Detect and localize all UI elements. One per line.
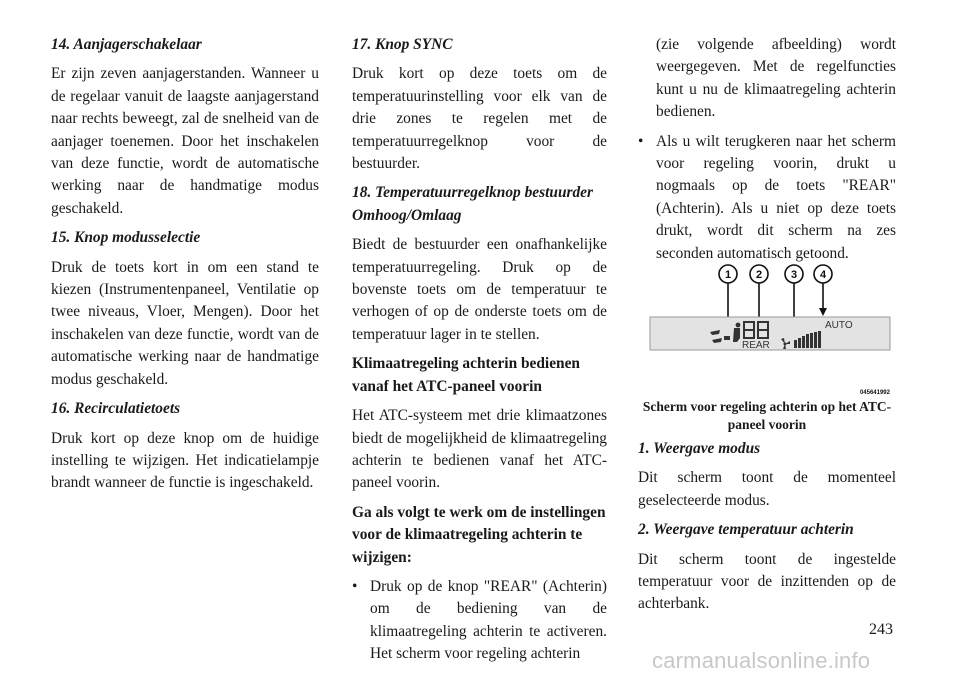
heading-14: 14. Aanjagerschakelaar (51, 36, 202, 53)
paragraph-14: Er zijn zeven aanjagerstanden. Wanneer u de regelaar vanuit de laagste aanjagerstand naar rechts beweegt, zal de snelheid van de aanjager toenemen. Door het inschakelen van deze functie, wordt de automatische werking naar de handmatige modus geschakeld. (51, 65, 319, 217)
paragraph-rear-from-front: Het ATC-systeem met drie klimaatzones biedt de mogelijkheid de klimaatregeling achterin te bedienen vanaf het ATC-paneel voorin. (352, 407, 607, 492)
bullet-icon: • (352, 577, 358, 595)
figure-caption: Scherm voor regeling achterin op het ATC-paneel voorin (642, 399, 892, 432)
paragraph-mode-display: Dit scherm toont de momenteel geselecteerde modus. (638, 469, 896, 509)
paragraph-rear-temp-display: Dit scherm toont de ingestelde temperatuur voor de inzittenden op de achterbank. (638, 550, 896, 613)
callout-2-label: 2 (755, 269, 763, 281)
column-right-lower (638, 438, 896, 623)
heading-16: 16. Recirculatietoets (51, 400, 181, 418)
callout-1-label: 1 (724, 269, 732, 281)
watermark: carmanualsonline.info (652, 648, 871, 673)
display-panel (650, 317, 890, 350)
callout-3-label: 3 (790, 269, 798, 281)
column-left (51, 34, 319, 502)
paragraph-18: Biedt de bestuurder een onafhankelijke temperatuurregeling. Druk op de bovenste toets om de temperatuur te verhogen of op de onderste toets om de temperatuur lager in te stellen. (352, 236, 607, 343)
paragraph-15: Druk de toets kort in om een stand te kiezen (Instrumentenpaneel, Ventilatie op twee niveaus, Vloer, Mengen). Door het inschakelen van deze functie, wordt van de automatische werking naar de handmatige modus geschakeld. (51, 258, 319, 388)
paragraph-17: Druk kort op deze toets om de temperatuurinstelling voor elk van de drie zones te regelen met de temperatuurregelknop voor de bestuurder. (352, 65, 607, 173)
heading-17: 17. Knop SYNC (352, 36, 453, 53)
bullet-text: Druk op de knop "REAR" (Achterin) om de bediening van de klimaatregeling achterin te activeren. Het scherm voor regeling achterin (370, 577, 607, 663)
bullet-continuation: (zie volgende afbeelding) wordt weergegeven. Met de regelfuncties kunt u nu de klimaatregeling achterin bedienen. (656, 36, 896, 121)
bullet-item-return-front (638, 131, 896, 265)
heading-mode-display: 1. Weergave modus (638, 440, 761, 457)
heading-18: 18. Temperatuurregelknop bestuurder Omhoog/Omlaag (352, 184, 594, 224)
display-auto-label: AUTO (825, 320, 853, 331)
column-middle (352, 34, 607, 673)
bullet-icon: • (638, 132, 644, 150)
rear-control-display-figure (638, 262, 896, 402)
bullet-text: Als u wilt terugkeren naar het scherm voor regeling voorin, drukt u nogmaals op de toets "REAR" (Achterin). Als u niet op deze toets drukt, wordt dit scherm na zes seconden automatisch getoond. (656, 132, 896, 262)
subheading-instructions: Ga als volgt te werk om de instellingen voor de klimaatregeling achterin te wijzigen: (352, 503, 606, 566)
column-right (638, 34, 896, 272)
heading-15: 15. Knop modusselectie (51, 229, 201, 247)
display-rear-label: REAR (742, 340, 770, 351)
page-number: 243 (869, 621, 893, 638)
bullet-item-rear-button (352, 576, 607, 666)
subheading-rear-from-front: Klimaatregeling achterin bedienen vanaf het ATC-paneel voorin (352, 355, 580, 395)
figure-code: 045641992 (859, 390, 890, 396)
heading-rear-temp-display: 2. Weergave temperatuur achterin (638, 521, 854, 539)
paragraph-16: Druk kort op deze knop om de huidige instelling te wijzigen. Het indicatielampje brandt wanneer de functie is ingeschakeld. (51, 429, 319, 492)
callout-4-label: 4 (819, 269, 827, 281)
